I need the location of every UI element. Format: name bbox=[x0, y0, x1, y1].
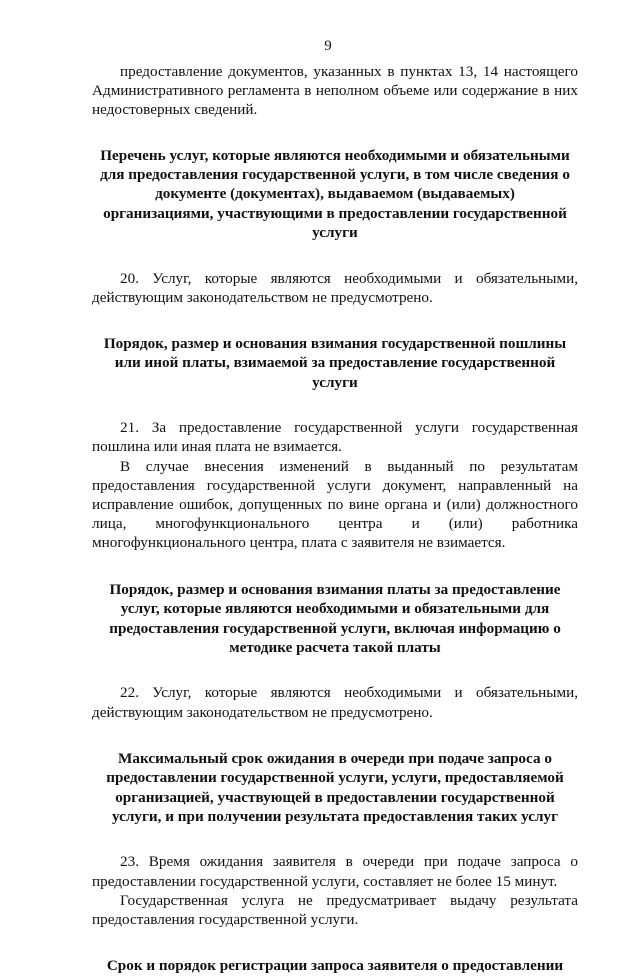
section-heading-services-list: Перечень услуг, которые являются необходимыми и обязательными для предоставления государственной услуги, в том числе сведения о документе (документах), выдаваемом (выдаваемых) организациями, участвующими в предоставлении государственной услуги bbox=[100, 146, 570, 242]
paragraph-21: 21. За предоставление государственной услуги государственная пошлина или иная плата не взимается. bbox=[92, 419, 578, 456]
paragraph-23: 23. Время ожидания заявителя в очереди при подаче запроса о предоставлении государственной услуги, составляет не более 15 минут. bbox=[92, 853, 578, 890]
intro-paragraph: предоставление документов, указанных в пунктах 13, 14 настоящего Административного регламента в неполном объеме или содержание в них недостоверных сведений. bbox=[92, 63, 578, 119]
paragraph-20: 20. Услуг, которые являются необходимыми и обязательными, действующим законодательством не предусмотрено. bbox=[92, 269, 578, 306]
section-heading-registration: Срок и порядок регистрации запроса заявителя о предоставлении bbox=[106, 957, 564, 975]
section-heading-queue-time: Максимальный срок ожидания в очереди при подаче запроса о предоставлении государственной услуги, услуги, предоставляемой организацией, участвующей в предоставлении государственной услуги, и при получении результата предоставления таких услуг bbox=[106, 749, 564, 825]
paragraph-22: 22. Услуг, которые являются необходимыми и обязательными, действующим законодательством не предусмотрено. bbox=[92, 684, 578, 721]
section-heading-fee-methodology: Порядок, размер и основания взимания платы за предоставление услуг, которые являются необходимыми и обязательными для предоставления государственной услуги, включая информацию о методике расчета такой платы bbox=[109, 580, 561, 656]
paragraph-21-amendments: В случае внесения изменений в выданный по результатам предоставления государственной услуги документ, направленный на исправление ошибок, допущенных по вине органа и (или) должностного лица, многофункционального центра и (или) работника многофункционального центра, плата с заявителя не взимается. bbox=[92, 457, 578, 552]
document-body bbox=[92, 62, 578, 976]
paragraph-23-result: Государственная услуга не предусматривает выдачу результата предоставления государственной услуги. bbox=[92, 891, 578, 928]
section-heading-state-duty: Порядок, размер и основания взимания государственной пошлины или иной платы, взимаемой за предоставление государственной услуги bbox=[103, 335, 567, 391]
page-number: 9 bbox=[324, 38, 332, 54]
